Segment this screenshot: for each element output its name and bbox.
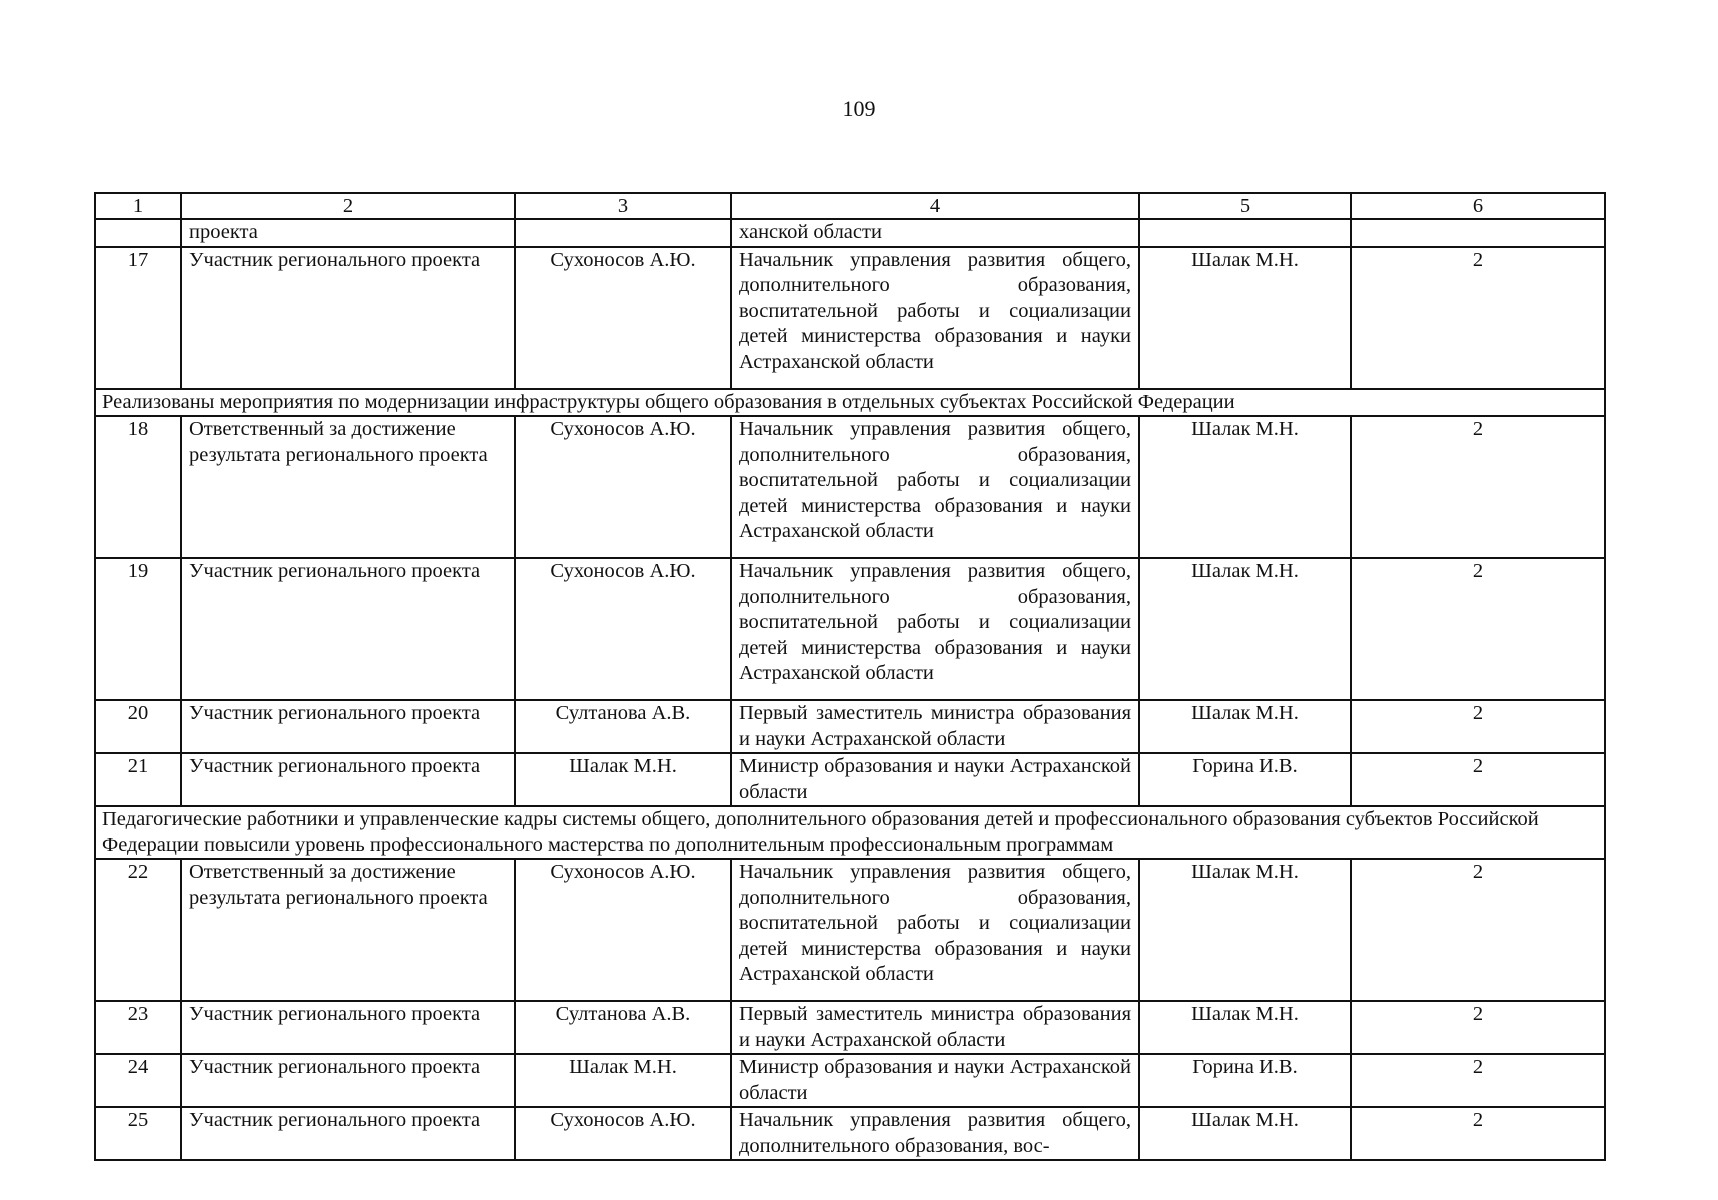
- supervisor-cell: Шалак М.Н.: [1139, 247, 1351, 389]
- column-number-cell: 1: [95, 193, 181, 219]
- code-cell: 2: [1351, 416, 1605, 558]
- code-cell: [1351, 219, 1605, 247]
- section-heading-row: [95, 806, 1605, 859]
- code-cell: 2: [1351, 1001, 1605, 1054]
- position-cell: Начальник управления развития общего, дополнительного образования, вос-: [731, 1107, 1139, 1160]
- row-number-cell: 21: [95, 753, 181, 806]
- continuation-row: [95, 219, 1605, 247]
- position-cell: Министр образования и науки Астраханской области: [731, 753, 1139, 806]
- role-cell: Участник регионального проекта: [181, 753, 515, 806]
- code-cell: 2: [1351, 247, 1605, 389]
- supervisor-cell: Горина И.В.: [1139, 753, 1351, 806]
- row-number-cell: 19: [95, 558, 181, 700]
- position-cell: Первый заместитель министра образования и науки Астраханской области: [731, 700, 1139, 753]
- code-cell: 2: [1351, 753, 1605, 806]
- person-cell: Сухоносов А.Ю.: [515, 558, 731, 700]
- role-cell: проекта: [181, 219, 515, 247]
- table-row: [95, 753, 1605, 806]
- person-cell: [515, 219, 731, 247]
- responsibility-table: [94, 192, 1606, 1161]
- row-number-cell: 18: [95, 416, 181, 558]
- person-cell: Султанова А.В.: [515, 700, 731, 753]
- row-number-cell: 23: [95, 1001, 181, 1054]
- table-row: [95, 1054, 1605, 1107]
- role-cell: Ответственный за достижение результата регионального проекта: [181, 416, 515, 558]
- role-cell: Ответственный за достижение результата регионального проекта: [181, 859, 515, 1001]
- column-number-cell: 5: [1139, 193, 1351, 219]
- code-cell: 2: [1351, 1107, 1605, 1160]
- row-number-cell: 20: [95, 700, 181, 753]
- column-number-cell: 2: [181, 193, 515, 219]
- row-number-cell: [95, 219, 181, 247]
- table-row: [95, 1001, 1605, 1054]
- role-cell: Участник регионального проекта: [181, 700, 515, 753]
- supervisor-cell: [1139, 219, 1351, 247]
- role-cell: Участник регионального проекта: [181, 1001, 515, 1054]
- position-cell: Начальник управления развития общего, дополнительного образования, воспитательной работы и социализации детей министерства образования и науки Астраханской области: [731, 859, 1139, 1001]
- section-heading: Педагогические работники и управленческие кадры системы общего, дополнительного образования детей и профессионального образования субъектов Российской Федерации повысили уровень профессионального мастерства по дополнительным профессиональным программам: [95, 806, 1605, 859]
- row-number-cell: 17: [95, 247, 181, 389]
- column-number-row: [95, 193, 1605, 219]
- column-number-cell: 3: [515, 193, 731, 219]
- code-cell: 2: [1351, 558, 1605, 700]
- role-cell: Участник регионального проекта: [181, 247, 515, 389]
- person-cell: Сухоносов А.Ю.: [515, 416, 731, 558]
- role-cell: Участник регионального проекта: [181, 558, 515, 700]
- row-number-cell: 24: [95, 1054, 181, 1107]
- position-cell: Начальник управления развития общего, дополнительного образования, воспитательной работы и социализации детей министерства образования и науки Астраханской области: [731, 416, 1139, 558]
- supervisor-cell: Шалак М.Н.: [1139, 558, 1351, 700]
- table-row: [95, 247, 1605, 389]
- person-cell: Шалак М.Н.: [515, 1054, 731, 1107]
- code-cell: 2: [1351, 700, 1605, 753]
- position-cell: Начальник управления развития общего, дополнительного образования, воспитательной работы и социализации детей министерства образования и науки Астраханской области: [731, 247, 1139, 389]
- code-cell: 2: [1351, 859, 1605, 1001]
- column-number-cell: 4: [731, 193, 1139, 219]
- person-cell: Султанова А.В.: [515, 1001, 731, 1054]
- position-cell: ханской области: [731, 219, 1139, 247]
- supervisor-cell: Шалак М.Н.: [1139, 1001, 1351, 1054]
- table-row: [95, 1107, 1605, 1160]
- supervisor-cell: Горина И.В.: [1139, 1054, 1351, 1107]
- table-row: [95, 416, 1605, 558]
- table-body: [95, 193, 1605, 1160]
- person-cell: Сухоносов А.Ю.: [515, 247, 731, 389]
- role-cell: Участник регионального проекта: [181, 1107, 515, 1160]
- table-row: [95, 700, 1605, 753]
- person-cell: Шалак М.Н.: [515, 753, 731, 806]
- table-row: [95, 558, 1605, 700]
- column-number-cell: 6: [1351, 193, 1605, 219]
- row-number-cell: 25: [95, 1107, 181, 1160]
- position-cell: Министр образования и науки Астраханской области: [731, 1054, 1139, 1107]
- supervisor-cell: Шалак М.Н.: [1139, 1107, 1351, 1160]
- code-cell: 2: [1351, 1054, 1605, 1107]
- page-number: 109: [842, 96, 876, 121]
- role-cell: Участник регионального проекта: [181, 1054, 515, 1107]
- section-heading-row: [95, 389, 1605, 417]
- supervisor-cell: Шалак М.Н.: [1139, 859, 1351, 1001]
- section-heading: Реализованы мероприятия по модернизации инфраструктуры общего образования в отдельных субъектах Российской Федерации: [95, 389, 1605, 417]
- position-cell: Первый заместитель министра образования и науки Астраханской области: [731, 1001, 1139, 1054]
- person-cell: Сухоносов А.Ю.: [515, 859, 731, 1001]
- person-cell: Сухоносов А.Ю.: [515, 1107, 731, 1160]
- table-row: [95, 859, 1605, 1001]
- supervisor-cell: Шалак М.Н.: [1139, 700, 1351, 753]
- row-number-cell: 22: [95, 859, 181, 1001]
- position-cell: Начальник управления развития общего, дополнительного образования, воспитательной работы и социализации детей министерства образования и науки Астраханской области: [731, 558, 1139, 700]
- supervisor-cell: Шалак М.Н.: [1139, 416, 1351, 558]
